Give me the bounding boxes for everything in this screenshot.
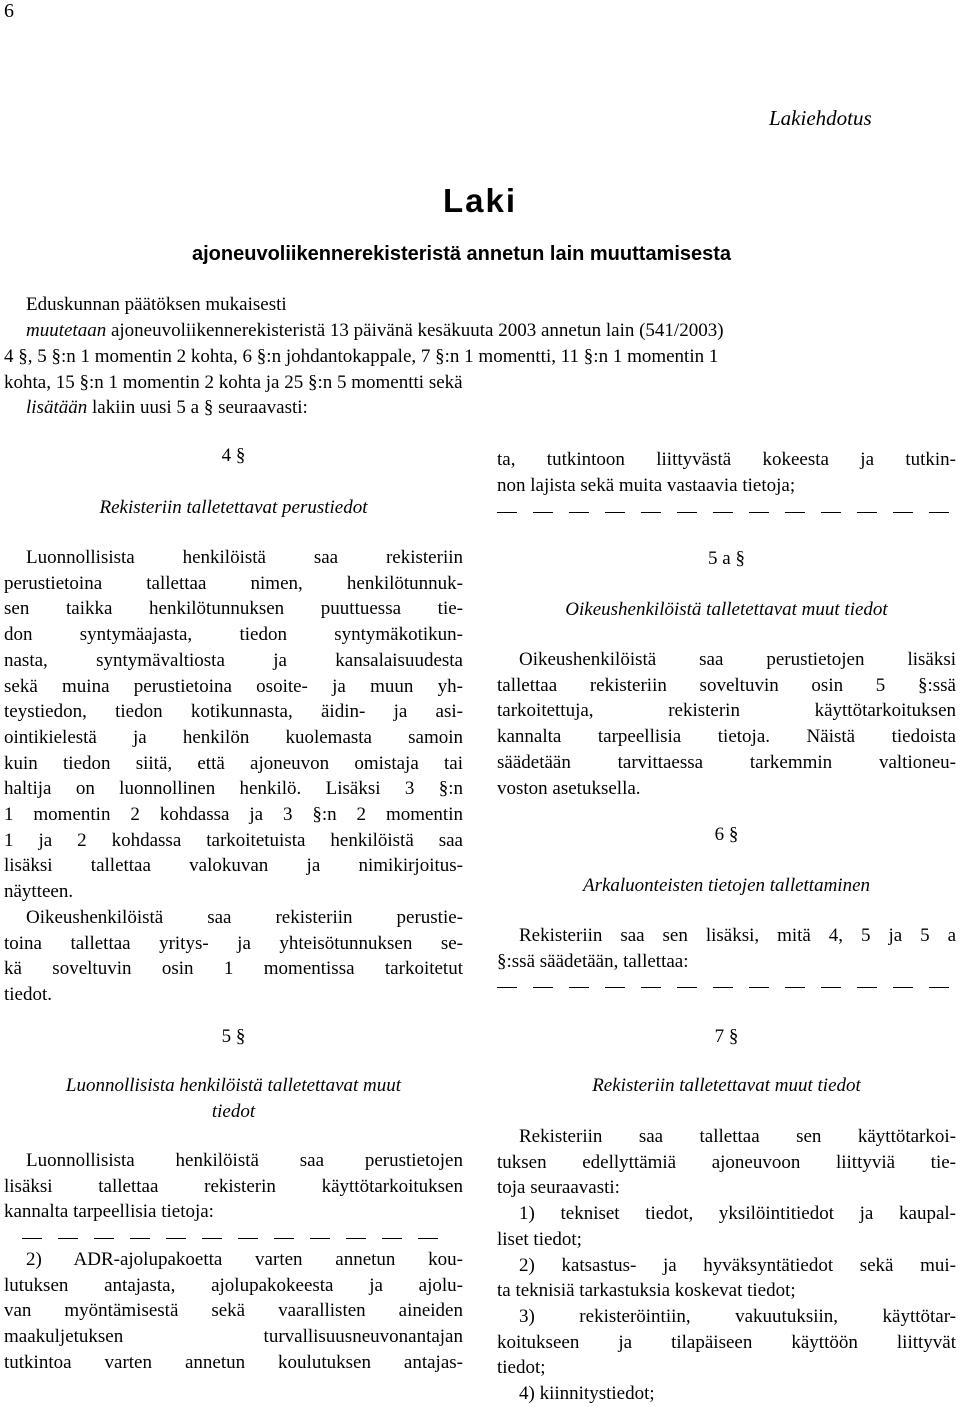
intro-block-2 <box>4 344 956 421</box>
section-5a-paragraph <box>497 647 956 801</box>
law-subtitle: ajoneuvoliikennerekisteristä annetun lain muuttamisesta <box>192 243 732 265</box>
dash <box>569 987 589 988</box>
text-line: kannalta tarpeellisia tietoja: <box>4 1201 214 1223</box>
dash <box>677 987 697 988</box>
text-line: säädetään tarvittaessa tarkemmin valtioneu- <box>497 751 956 773</box>
dash <box>202 1238 222 1239</box>
dash <box>929 987 949 988</box>
text-line: van myöntämisestä sekä vaarallisten aineiden <box>4 1300 463 1322</box>
text-line: tiedot. <box>4 983 53 1005</box>
section-5-number: 5 § <box>221 1026 246 1047</box>
dash <box>641 987 661 988</box>
law-title: Laki <box>443 182 518 219</box>
dash <box>130 1238 150 1239</box>
text-line: kannalta tarpeellisia tietoja. Näistä tiedoista <box>497 726 956 748</box>
dash <box>346 1238 366 1239</box>
dash <box>418 1238 438 1239</box>
dash <box>713 512 733 513</box>
text-line: Rekisteriin saa tallettaa sen käyttötarkoi- <box>519 1126 956 1147</box>
text-line: Luonnollisista henkilöistä saa rekisteriin <box>26 547 463 568</box>
text-line: tarkoitettuja, rekisterin käyttötarkoituksen <box>497 700 956 722</box>
intro-text: ajoneuvoliikennerekisteristä 13 päivänä kesäkuuta 2003 annetun lain (541/2003) <box>106 319 724 341</box>
intro-line: Eduskunnan päätöksen mukaisesti <box>26 294 287 315</box>
text-line: don syntymäajasta, tiedon syntymäkotikun- <box>4 624 463 646</box>
page-number: 6 <box>4 0 14 22</box>
dash <box>713 987 733 988</box>
list-item: 1) tekniset tiedot, yksilöintitiedot ja kaupal- <box>519 1203 956 1225</box>
section-6-paragraph <box>497 923 956 974</box>
dash <box>166 1238 186 1239</box>
section-4-paragraph-1 <box>4 545 463 1008</box>
dash <box>857 987 877 988</box>
text-line: nasta, syntymävaltiosta ja kansalaisuudesta <box>4 649 463 671</box>
section-4-number: 4 § <box>221 445 246 466</box>
text-line: tiedot; <box>497 1357 546 1379</box>
dash <box>605 987 625 988</box>
dash <box>569 512 589 513</box>
dash <box>893 987 913 988</box>
section-6-heading: Arkaluonteisten tietojen tallettaminen <box>582 875 871 896</box>
section-5-paragraph <box>4 1148 463 1225</box>
dash <box>641 512 661 513</box>
intro-text: lakiin uusi 5 a § seuraavasti: <box>87 397 308 419</box>
dash <box>497 512 517 513</box>
section-5-heading <box>4 1073 463 1124</box>
dash <box>58 1238 78 1239</box>
section-5-continuation <box>497 447 956 498</box>
dash <box>274 1238 294 1239</box>
section-7-number: 7 § <box>714 1026 739 1047</box>
dash <box>749 512 769 513</box>
dash <box>677 512 697 513</box>
intro-line <box>4 395 956 421</box>
intro-line <box>26 318 956 344</box>
text-line: teystiedon, tiedon kotikunnasta, äidin- ja asi- <box>4 701 463 723</box>
dash <box>785 987 805 988</box>
text-line: 2) ADR-ajolupakoetta varten annetun kou- <box>26 1249 463 1270</box>
dash <box>857 512 877 513</box>
text-line: ointikielestä ja henkilön kuolemasta samoin <box>4 726 463 748</box>
dash <box>929 512 949 513</box>
text-line: toina tallettaa yritys- ja yhteisötunnuksen se- <box>4 932 463 954</box>
dash <box>821 987 841 988</box>
text-line: lutuksen antajasta, ajolupakokeesta ja ajolu- <box>4 1274 463 1296</box>
list-item: 3) rekisteröintiin, vakuutuksiin, käyttötar- <box>519 1305 956 1327</box>
section-5a-number: 5 a § <box>708 548 745 569</box>
text-line: maakuljetuksen turvallisuusneuvonantajan <box>4 1326 463 1348</box>
intro-verb-add: lisätään <box>26 397 88 419</box>
section-5-item-2 <box>4 1247 463 1376</box>
section-7-paragraph <box>497 1124 956 1407</box>
text-line: §:ssä säädetään, tallettaa: <box>497 950 689 972</box>
text-line: non lajista sekä muita vastaavia tietoja; <box>497 474 796 496</box>
text-line: Luonnollisista henkilöistä saa perustietojen <box>26 1150 463 1171</box>
text-line: voston asetuksella. <box>497 777 641 799</box>
text-line: koitukseen ja tilapäiseen käyttöön liittyvät <box>497 1331 956 1353</box>
dash <box>310 1238 330 1239</box>
text-line: lisäksi tallettaa valokuvan ja nimikirjoitus- <box>4 855 463 877</box>
dash <box>22 1238 42 1239</box>
list-item: 4) kiinnitystiedot; <box>519 1383 655 1405</box>
text-line: haltija on luonnollinen henkilö. Lisäksi 3 §:n <box>4 778 463 800</box>
section-7-heading: Rekisteriin talletettavat muut tiedot <box>592 1075 861 1096</box>
dash <box>893 512 913 513</box>
text-line: lisäksi tallettaa rekisterin käyttötarkoituksen <box>4 1175 463 1197</box>
section-6-number: 6 § <box>714 824 739 845</box>
heading-line: tiedot <box>211 1100 256 1122</box>
text-line: tuksen edellyttämiä ajoneuvoon liittyviä tie- <box>497 1151 956 1173</box>
text-line: toja seuraavasti: <box>497 1177 620 1199</box>
intro-line: 4 §, 5 §:n 1 momentin 2 kohta, 6 §:n johdantokappale, 7 §:n 1 momentti, 11 §:n 1 momentin 1 <box>4 346 719 367</box>
dash <box>533 512 553 513</box>
intro-line: kohta, 15 §:n 1 momentin 2 kohta ja 25 §:n 5 momentti sekä <box>4 371 463 393</box>
text-line: näytteen. <box>4 881 74 903</box>
dash <box>94 1238 114 1239</box>
text-line: ta teknisiä tarkastuksia koskevat tiedot; <box>497 1280 796 1302</box>
text-line: sekä muina perustietoina osoite- ja muun yh- <box>4 675 463 697</box>
proposal-label: Lakiehdotus <box>769 106 872 130</box>
text-line: tutkintoa varten annetun koulutuksen antajas- <box>4 1351 463 1373</box>
text-line: 1 momentin 2 kohdassa ja 3 §:n 2 momentin <box>4 804 463 826</box>
text-line: kä soveltuvin osin 1 momentissa tarkoitetut <box>4 958 463 980</box>
dash <box>605 512 625 513</box>
text-line: 1 ja 2 kohdassa tarkoitetuista henkilöistä saa <box>4 829 463 851</box>
text-line: liset tiedot; <box>497 1228 582 1250</box>
dash <box>238 1238 258 1239</box>
intro-verb-amend: muutetaan <box>26 319 107 341</box>
section-4-heading: Rekisteriin talletettavat perustiedot <box>99 497 368 518</box>
dash <box>821 512 841 513</box>
dash <box>785 512 805 513</box>
list-item: 2) katsastus- ja hyväksyntätiedot sekä mui- <box>519 1254 956 1276</box>
intro-block <box>26 292 956 343</box>
text-line: sen taikka henkilötunnuksen puuttuessa tie- <box>4 598 463 620</box>
text-line: perustietoina tallettaa nimen, henkilötunnuk- <box>4 572 463 594</box>
dash <box>382 1238 402 1239</box>
text-line: kuin tiedon siitä, että ajoneuvon omistaja tai <box>4 752 463 774</box>
section-5a-heading: Oikeushenkilöistä talletettavat muut tiedot <box>565 599 888 620</box>
dash <box>749 987 769 988</box>
text-line: Oikeushenkilöistä saa rekisteriin perustie- <box>26 906 463 928</box>
text-line: tallettaa rekisteriin soveltuvin osin 5 §:ssä <box>497 674 956 696</box>
dash <box>497 987 517 988</box>
text-line: Oikeushenkilöistä saa perustietojen lisäksi <box>519 649 956 670</box>
text-line: ta, tutkintoon liittyvästä kokeesta ja tutkin- <box>497 449 956 470</box>
text-line: Rekisteriin saa sen lisäksi, mitä 4, 5 ja 5 a <box>519 925 956 946</box>
heading-line: Luonnollisista henkilöistä talletettavat muut <box>65 1075 402 1096</box>
dash <box>533 987 553 988</box>
